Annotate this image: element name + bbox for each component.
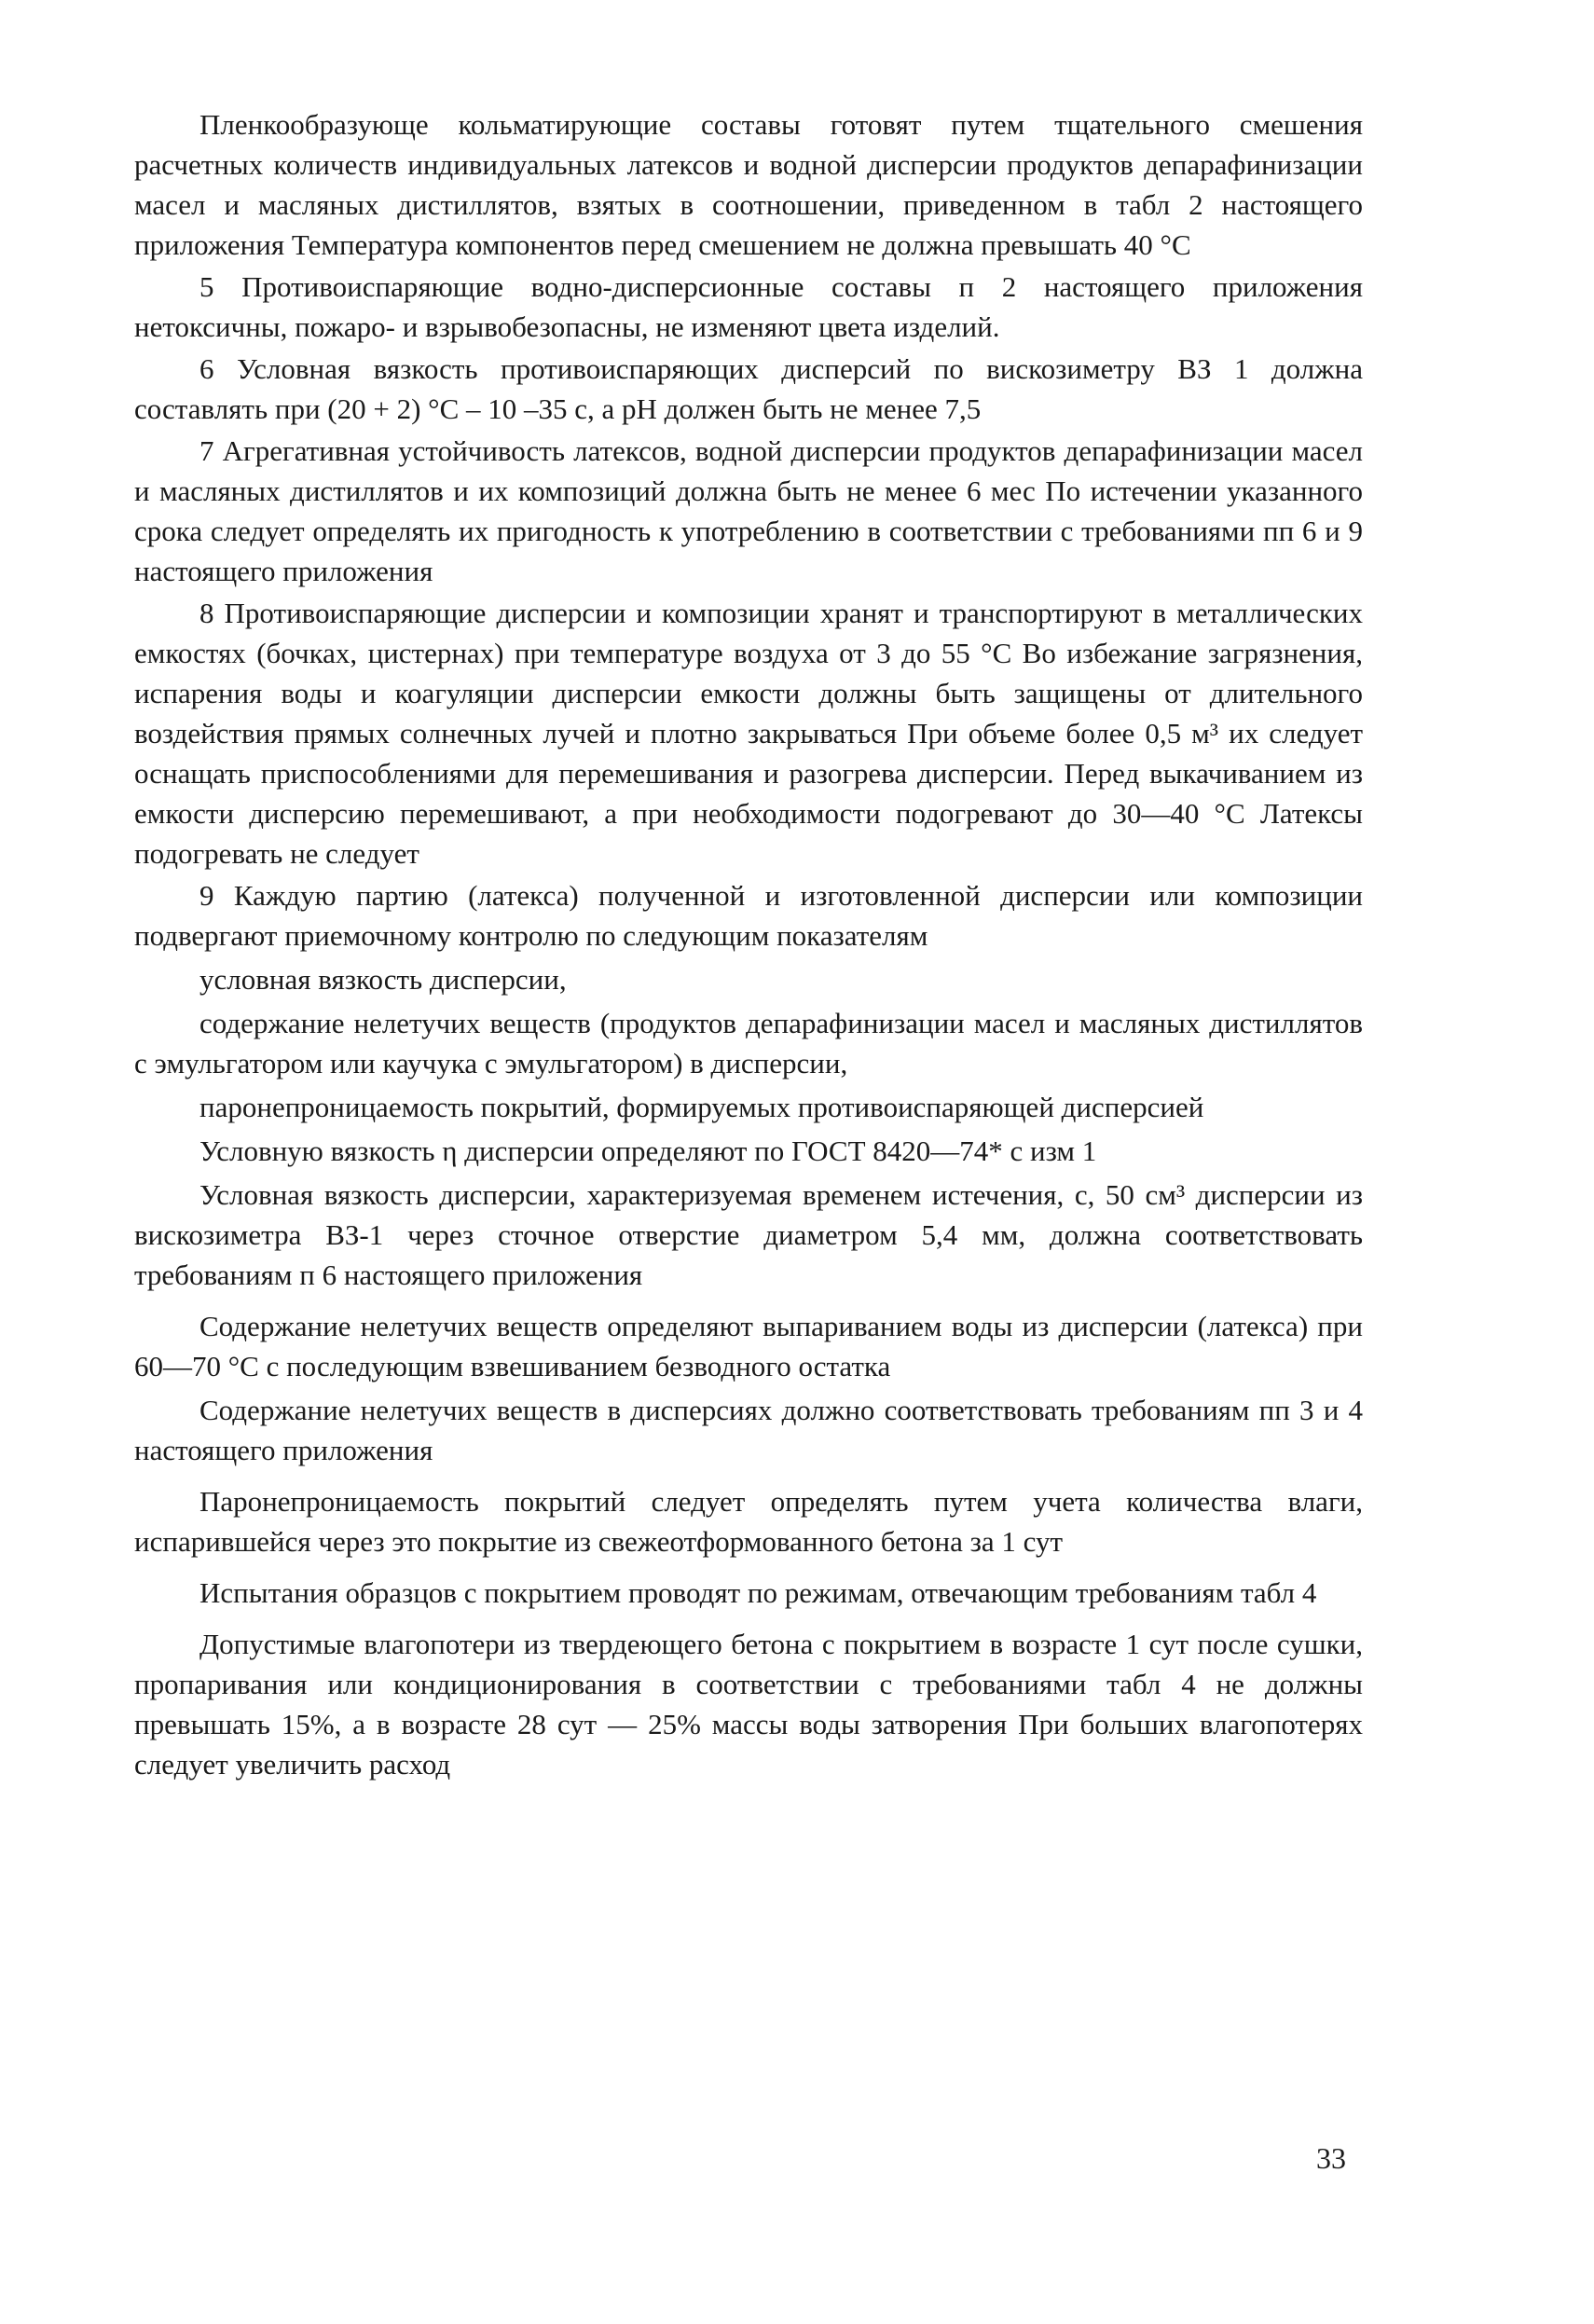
paragraph-vapor-method: Паронепроницаемость покрытий следует определять путем учета количества влаги, испарившейся через это покрытие из свежеотформованного бетона за 1 сут — [134, 1485, 1363, 1558]
paragraph-nonvolatile-method: Содержание нелетучих веществ определяют выпариванием воды из дисперсии (латекса) при 60—70 °С с последующим взвешиванием безводного остатка — [134, 1310, 1363, 1382]
paragraph-sample-testing: Испытания образцов с покрытием проводят по режимам, отвечающим требованиям табл 4 — [199, 1576, 1317, 1609]
paragraph-moisture-loss: Допустимые влагопотери из твердеющего бетона с покрытием в возрасте 1 сут после сушки, пропаривания или кондиционирования в соответствии с требованиями табл 4 не должны превышать 15%, а в возрасте 28 сут — 25% массы воды затворения При больших влагопотерях следует увеличить расход — [134, 1628, 1363, 1781]
paragraph-item-9: 9 Каждую партию (латекса) полученной и изготовленной дисперсии или композиции подвергают приемочному контролю по следующим показателям — [134, 879, 1363, 952]
text-column — [134, 104, 1363, 1784]
page-number: 33 — [1316, 2141, 1346, 2175]
paragraph-viscosity-definition: Условная вязкость дисперсии, характеризуемая временем истечения, с, 50 см³ дисперсии из вискозиметра ВЗ-1 через сточное отверстие диаметром 5,4 мм, должна соответствовать требованиям п 6 настоящего приложения — [134, 1178, 1363, 1291]
paragraph-item-7: 7 Агрегативная устойчивость латексов, водной дисперсии продуктов депарафинизации масел и масляных дистиллятов и их композиций должна быть не менее 6 мес По истечении указанного срока следует определять их пригодность к употреблению в соответствии с требованиями пп 6 и 9 настоящего приложения — [134, 434, 1363, 587]
paragraph-item-8: 8 Противоиспаряющие дисперсии и композиции хранят и транспортируют в металлических емкостях (бочках, цистернах) при температуре воздуха от 3 до 55 °С Во избежание загрязнения, испарения воды и коагуляции дисперсии емкости должны быть защищены от длительного воздействия прямых солнечных лучей и плотно закрываться При объеме более 0,5 м³ их следует оснащать приспособлениями для перемешивания и разогрева дисперсии. Перед выкачиванием из емкости дисперсию перемешивают, а при необходимости подогревают до 30—40 °С Латексы подогревать не следует — [134, 597, 1363, 870]
paragraph-intro: Пленкообразующе кольматирующие составы готовят путем тщательного смешения расчетных количеств индивидуальных латексов и водной дисперсии продуктов депарафинизации масел и масляных дистиллятов, взятых в соотношении, приведенном в табл 2 настоящего приложения Температура компонентов перед смешением не должна превышать 40 °С — [134, 108, 1363, 261]
list-item-vapor-impermeability: паронепроницаемость покрытий, формируемых противоиспаряющей дисперсией — [199, 1091, 1204, 1123]
paragraph-viscosity-method: Условную вязкость η дисперсии определяют по ГОСТ 8420—74* с изм 1 — [199, 1134, 1097, 1167]
list-item-viscosity: условная вязкость дисперсии, — [199, 963, 567, 996]
paragraph-item-5: 5 Противоиспаряющие водно-дисперсионные составы п 2 настоящего приложения нетоксичны, пожаро- и взрывобезопасны, не изменяют цвета изделий. — [134, 270, 1363, 343]
list-item-nonvolatile-content: содержание нелетучих веществ (продуктов депарафинизации масел и масляных дистиллятов с эмульгатором или каучука с эмульгатором) в дисперсии, — [134, 1007, 1363, 1079]
paragraph-nonvolatile-requirement: Содержание нелетучих веществ в дисперсиях должно соответствовать требованиям пп 3 и 4 настоящего приложения — [134, 1394, 1363, 1466]
paragraph-item-6: 6 Условная вязкость противоиспаряющих дисперсий по вискозиметру ВЗ 1 должна составлять при (20 + 2) °С – 10 –35 с, а pH должен быть не менее 7,5 — [134, 352, 1363, 425]
